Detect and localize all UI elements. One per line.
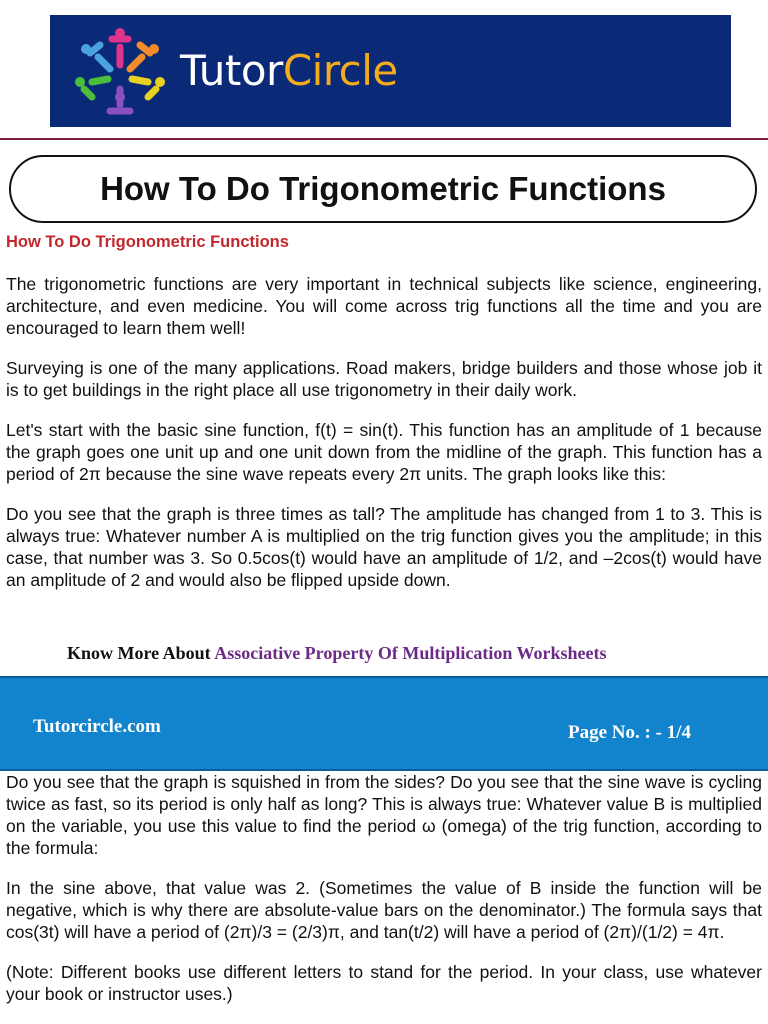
body-top [6,231,762,609]
people-circle-logo-icon [70,27,170,117]
paragraph: (Note: Different books use different letters to stand for the period. In your class, use whatever your book or instructor uses.) [6,962,762,1004]
know-more-line [67,643,607,664]
paragraph: Surveying is one of the many applications. Road makers, bridge builders and those whose job it is to get buildings in the right place all use trigonometry in their daily work. [6,358,762,400]
know-more-label: Know More About [67,643,211,663]
logo-word-tutor: Tutor [180,46,283,95]
header-divider [0,138,768,140]
paragraph: Do you see that the graph is three times as tall? The amplitude has changed from 1 to 3. This is always true: Whatever number A is multiplied on the trig function gives you the amplitude; in this case, that number was 3. So 0.5cos(t) would have an amplitude of 1/2, and –2cos(t) would have an amplitude of 2 and would also be flipped upside down. [6,504,762,590]
paragraph: Let's start with the basic sine function, f(t) = sin(t). This function has an amplitude of 1 because the graph goes one unit up and one unit down from the midline of the graph. This function has a period of 2π because the sine wave repeats every 2π units. The graph looks like this: [6,420,762,484]
paragraph: The trigonometric functions are very important in technical subjects like science, engineering, architecture, and even medicine. You will come across trig functions all the time and you are encouraged to learn them well! [6,274,762,338]
page-title: How To Do Trigonometric Functions [100,170,666,207]
page-footer-bar [0,676,768,771]
header-banner [50,15,731,127]
title-capsule [9,155,757,223]
body-bottom [6,771,762,1023]
section-subheading: How To Do Trigonometric Functions [6,233,289,251]
paragraph: In the sine above, that value was 2. (Sometimes the value of B inside the function will be negative, which is why there are absolute-value bars on the denominator.) The formula says that cos(3t) will have a period of (2π)/3 = (2/3)π, and tan(t/2) will have a period of (2π)/(1/2) = 4π. [6,878,762,942]
footer-site-link[interactable]: Tutorcircle.com [33,716,161,737]
site-logo-wordmark[interactable] [180,45,398,97]
page-number: Page No. : - 1/4 [568,722,691,743]
logo-word-circle: Circle [282,46,398,95]
know-more-link[interactable]: Associative Property Of Multiplication Worksheets [214,643,607,663]
paragraph: Do you see that the graph is squished in from the sides? Do you see that the sine wave is cycling twice as fast, so its period is only half as long? This is always true: Whatever value B is multiplied on the variable, you use this value to find the period ω (omega) of the trig function, according to the formula: [6,772,762,858]
